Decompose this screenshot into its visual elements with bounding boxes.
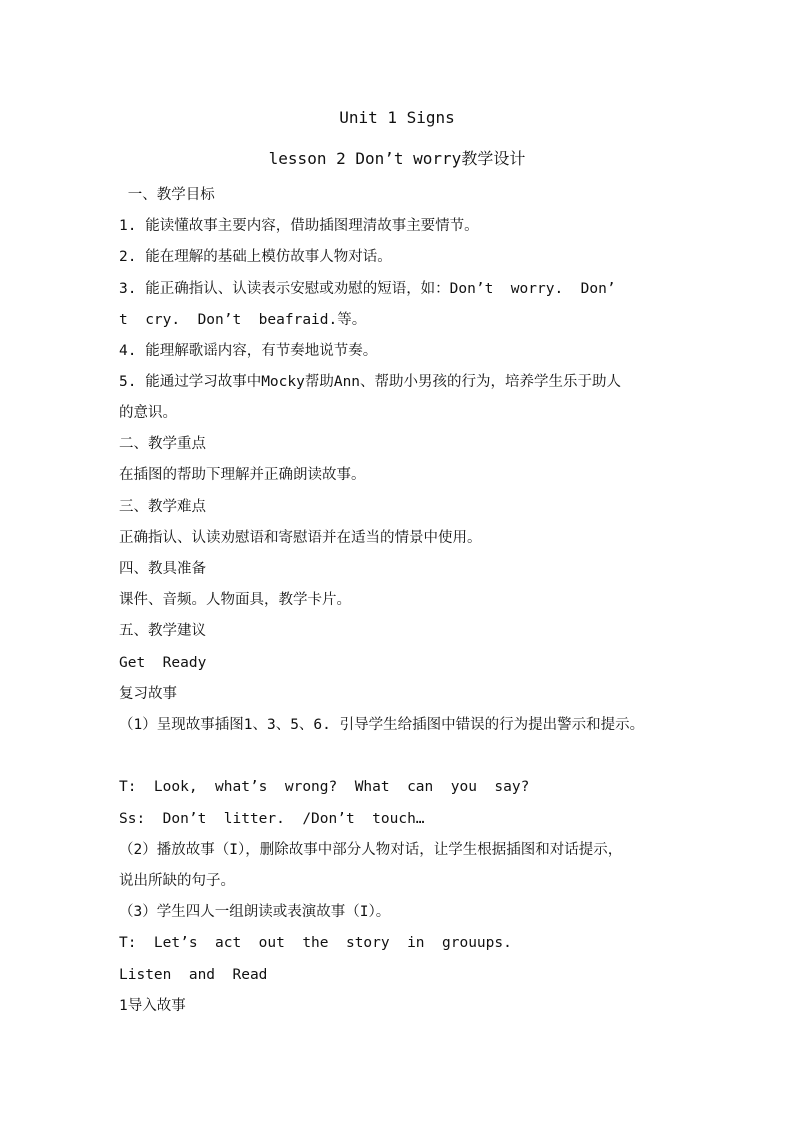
objective-1: 1. 能读懂故事主要内容，借助插图理清故事主要情节。 [119, 218, 479, 234]
listen-read-heading: Listen and Read [119, 967, 268, 983]
section-heading-difficulties: 三、教学难点 [119, 499, 206, 515]
review-story-heading: 复习故事 [119, 686, 177, 702]
document-title: Unit 1 Signs [339, 108, 455, 127]
step-3: （3）学生四人一组朗读或表演故事（I）。 [119, 904, 391, 920]
difficulties-text: 正确指认、认读劝慰语和寄慰语并在适当的情景中使用。 [119, 530, 482, 546]
dialogue-teacher-2: T: Let’s act out the story in grouups. [119, 935, 512, 951]
document-subtitle: lesson 2 Don’t worry教学设计 [268, 149, 526, 168]
introduce-story: 1导入故事 [119, 998, 186, 1014]
section-heading-objectives: 一、教学目标 [119, 187, 215, 203]
section-heading-key-points: 二、教学重点 [119, 436, 206, 452]
objective-2: 2. 能在理解的基础上模仿故事人物对话。 [119, 249, 392, 265]
section-heading-suggestions: 五、教学建议 [119, 623, 206, 639]
objective-3: 3. 能正确指认、认读表示安慰或劝慰的短语，如：Don’t worry. Don’ [119, 281, 616, 297]
section-heading-teaching-aids: 四、教具准备 [119, 561, 206, 577]
dialogue-teacher-1: T: Look, what’s wrong? What can you say? [119, 779, 530, 795]
objective-4: 4. 能理解歌谣内容，有节奏地说节奏。 [119, 343, 378, 359]
step-2: （2）播放故事（I），删除故事中部分人物对话，让学生根据插图和对话提示， [119, 842, 623, 858]
teaching-aids-text: 课件、音频。人物面具，教学卡片。 [119, 592, 351, 608]
key-points-text: 在插图的帮助下理解并正确朗读故事。 [119, 467, 366, 483]
objective-5: 5. 能通过学习故事中Mocky帮助Ann、帮助小男孩的行为，培养学生乐于助人 [119, 374, 622, 390]
step-1: （1）呈现故事插图1、3、5、6. 引导学生给插图中错误的行为提出警示和提示。 [119, 717, 645, 733]
dialogue-students-1: Ss: Don’t litter. /Don’t touch… [119, 811, 425, 827]
objective-5-continued: 的意识。 [119, 405, 177, 421]
get-ready-heading: Get Ready [119, 655, 207, 671]
step-2-continued: 说出所缺的句子。 [119, 873, 235, 889]
objective-3-continued: t cry. Don’t beafraid.等。 [119, 312, 367, 328]
